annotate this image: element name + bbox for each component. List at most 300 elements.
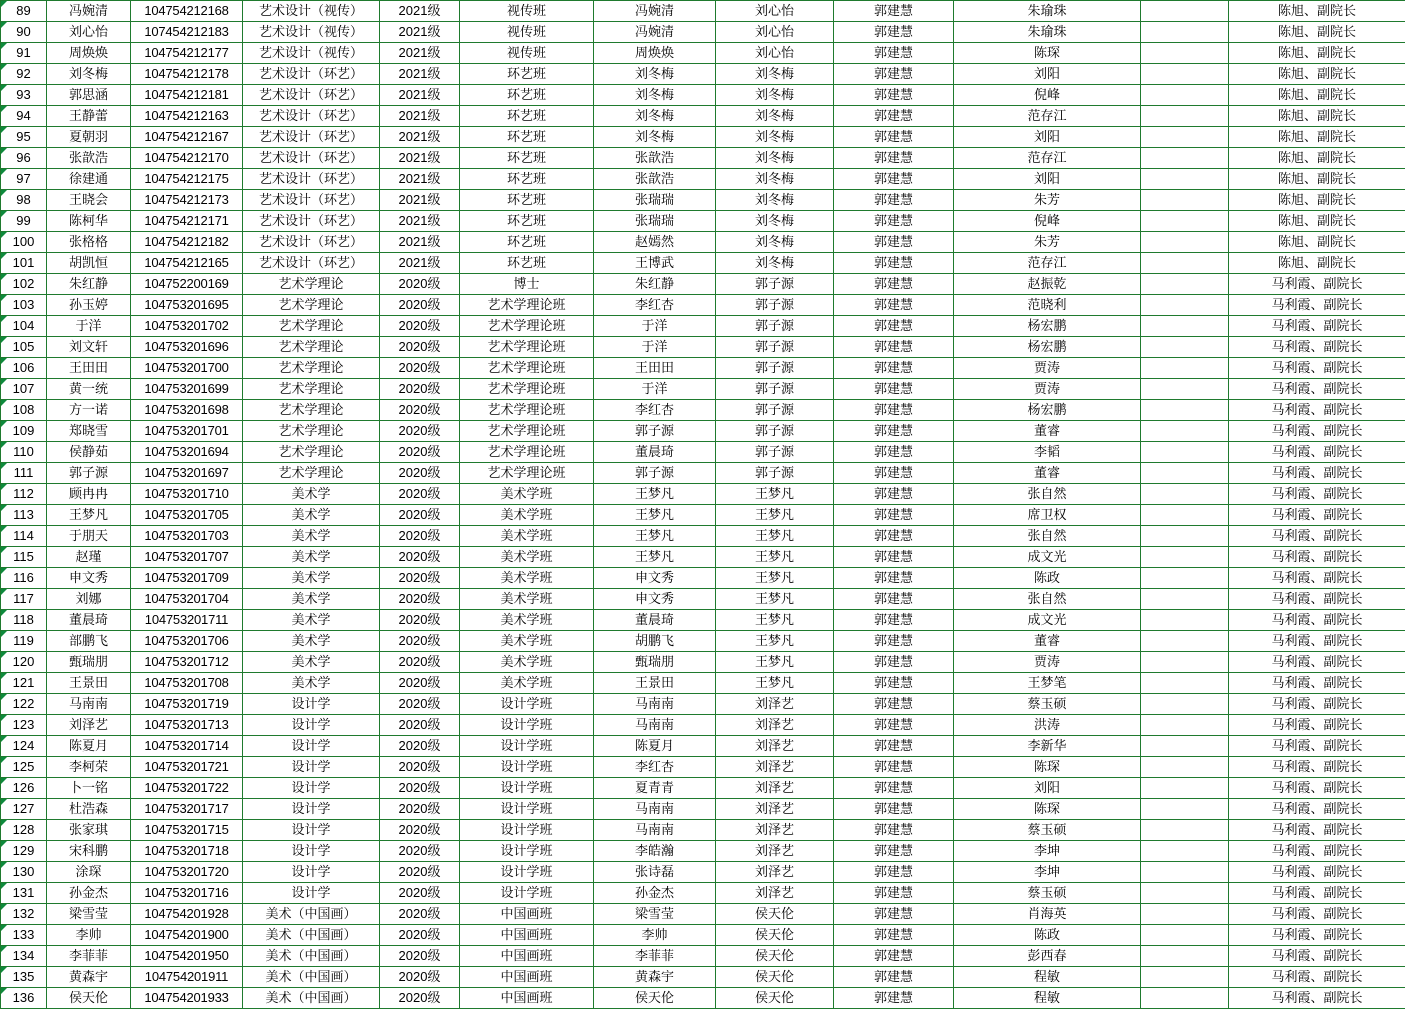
grade-cell[interactable]: 2020级 (380, 904, 460, 925)
class-cell[interactable]: 环艺班 (460, 127, 594, 148)
approver-cell[interactable]: 马利霞、副院长 (1229, 736, 1405, 757)
empty-cell[interactable] (1141, 778, 1229, 799)
grade-cell[interactable]: 2021级 (380, 85, 460, 106)
class-cell[interactable]: 美术学班 (460, 610, 594, 631)
class-teacher-cell[interactable]: 马南南 (594, 715, 716, 736)
reviewer-cell[interactable]: 郭建慧 (834, 841, 954, 862)
table-row[interactable] (1, 673, 1405, 694)
student-name-cell[interactable]: 王梦凡 (47, 505, 131, 526)
major-cell[interactable]: 美术学 (243, 610, 380, 631)
grade-cell[interactable]: 2020级 (380, 757, 460, 778)
class-cell[interactable]: 环艺班 (460, 211, 594, 232)
student-name-cell[interactable]: 徐建通 (47, 169, 131, 190)
reviewer-cell[interactable]: 郭建慧 (834, 22, 954, 43)
reviewer-cell[interactable]: 郭建慧 (834, 421, 954, 442)
student-number-cell[interactable]: 104753201713 (131, 715, 243, 736)
class-cell[interactable]: 艺术学理论班 (460, 295, 594, 316)
grade-cell[interactable]: 2021级 (380, 211, 460, 232)
grade-cell[interactable]: 2021级 (380, 169, 460, 190)
student-number-cell[interactable]: 104754201928 (131, 904, 243, 925)
counselor-cell[interactable]: 侯天伦 (716, 904, 834, 925)
major-cell[interactable]: 艺术设计（环艺） (243, 253, 380, 274)
grade-cell[interactable]: 2021级 (380, 106, 460, 127)
grade-cell[interactable]: 2020级 (380, 274, 460, 295)
row-index-cell[interactable]: 99 (1, 211, 47, 232)
approver-cell[interactable]: 马利霞、副院长 (1229, 610, 1405, 631)
grade-cell[interactable]: 2020级 (380, 736, 460, 757)
empty-cell[interactable] (1141, 190, 1229, 211)
grade-cell[interactable]: 2020级 (380, 400, 460, 421)
reviewer-cell[interactable]: 郭建慧 (834, 337, 954, 358)
approver-cell[interactable]: 马利霞、副院长 (1229, 904, 1405, 925)
table-row[interactable] (1, 316, 1405, 337)
signer-cell[interactable]: 倪峰 (954, 211, 1141, 232)
class-teacher-cell[interactable]: 郭子源 (594, 421, 716, 442)
row-index-cell[interactable]: 119 (1, 631, 47, 652)
major-cell[interactable]: 设计学 (243, 799, 380, 820)
class-cell[interactable]: 设计学班 (460, 841, 594, 862)
grade-cell[interactable]: 2020级 (380, 442, 460, 463)
reviewer-cell[interactable]: 郭建慧 (834, 694, 954, 715)
reviewer-cell[interactable]: 郭建慧 (834, 64, 954, 85)
approver-cell[interactable]: 马利霞、副院长 (1229, 820, 1405, 841)
approver-cell[interactable]: 马利霞、副院长 (1229, 337, 1405, 358)
counselor-cell[interactable]: 刘泽艺 (716, 883, 834, 904)
signer-cell[interactable]: 程敏 (954, 988, 1141, 1009)
approver-cell[interactable]: 马利霞、副院长 (1229, 652, 1405, 673)
student-number-cell[interactable]: 107454212183 (131, 22, 243, 43)
counselor-cell[interactable]: 郭子源 (716, 358, 834, 379)
class-cell[interactable]: 艺术学理论班 (460, 379, 594, 400)
major-cell[interactable]: 美术学 (243, 484, 380, 505)
student-number-cell[interactable]: 104753201710 (131, 484, 243, 505)
signer-cell[interactable]: 陈政 (954, 925, 1141, 946)
major-cell[interactable]: 艺术学理论 (243, 442, 380, 463)
signer-cell[interactable]: 陈琛 (954, 43, 1141, 64)
counselor-cell[interactable]: 刘冬梅 (716, 211, 834, 232)
table-row[interactable] (1, 211, 1405, 232)
student-name-cell[interactable]: 王晓会 (47, 190, 131, 211)
reviewer-cell[interactable]: 郭建慧 (834, 862, 954, 883)
student-number-cell[interactable]: 104753201718 (131, 841, 243, 862)
counselor-cell[interactable]: 刘泽艺 (716, 757, 834, 778)
grade-cell[interactable]: 2020级 (380, 421, 460, 442)
major-cell[interactable]: 艺术设计（环艺） (243, 211, 380, 232)
reviewer-cell[interactable]: 郭建慧 (834, 547, 954, 568)
class-teacher-cell[interactable]: 张瑞瑞 (594, 211, 716, 232)
reviewer-cell[interactable]: 郭建慧 (834, 883, 954, 904)
empty-cell[interactable] (1141, 988, 1229, 1009)
grade-cell[interactable]: 2020级 (380, 379, 460, 400)
table-row[interactable] (1, 715, 1405, 736)
class-teacher-cell[interactable]: 董晨琦 (594, 442, 716, 463)
class-teacher-cell[interactable]: 赵嫣然 (594, 232, 716, 253)
approver-cell[interactable]: 马利霞、副院长 (1229, 316, 1405, 337)
table-row[interactable] (1, 883, 1405, 904)
reviewer-cell[interactable]: 郭建慧 (834, 631, 954, 652)
grade-cell[interactable]: 2020级 (380, 358, 460, 379)
counselor-cell[interactable]: 王梦凡 (716, 547, 834, 568)
class-cell[interactable]: 设计学班 (460, 757, 594, 778)
approver-cell[interactable]: 马利霞、副院长 (1229, 883, 1405, 904)
reviewer-cell[interactable]: 郭建慧 (834, 820, 954, 841)
class-teacher-cell[interactable]: 张歆浩 (594, 148, 716, 169)
major-cell[interactable]: 艺术设计（视传） (243, 1, 380, 22)
grade-cell[interactable]: 2021级 (380, 148, 460, 169)
student-name-cell[interactable]: 陈柯华 (47, 211, 131, 232)
student-name-cell[interactable]: 甄瑞朋 (47, 652, 131, 673)
class-teacher-cell[interactable]: 于洋 (594, 337, 716, 358)
table-row[interactable] (1, 526, 1405, 547)
row-index-cell[interactable]: 110 (1, 442, 47, 463)
major-cell[interactable]: 美术（中国画） (243, 925, 380, 946)
reviewer-cell[interactable]: 郭建慧 (834, 526, 954, 547)
row-index-cell[interactable]: 131 (1, 883, 47, 904)
row-index-cell[interactable]: 107 (1, 379, 47, 400)
approver-cell[interactable]: 陈旭、副院长 (1229, 43, 1405, 64)
table-row[interactable] (1, 379, 1405, 400)
table-row[interactable] (1, 631, 1405, 652)
student-name-cell[interactable]: 侯天伦 (47, 988, 131, 1009)
approver-cell[interactable]: 马利霞、副院长 (1229, 967, 1405, 988)
reviewer-cell[interactable]: 郭建慧 (834, 925, 954, 946)
table-row[interactable] (1, 190, 1405, 211)
approver-cell[interactable]: 陈旭、副院长 (1229, 127, 1405, 148)
class-teacher-cell[interactable]: 马南南 (594, 820, 716, 841)
student-number-cell[interactable]: 104753201704 (131, 589, 243, 610)
reviewer-cell[interactable]: 郭建慧 (834, 610, 954, 631)
class-teacher-cell[interactable]: 张歆浩 (594, 169, 716, 190)
class-teacher-cell[interactable]: 王梦凡 (594, 526, 716, 547)
student-name-cell[interactable]: 顾冉冉 (47, 484, 131, 505)
counselor-cell[interactable]: 王梦凡 (716, 673, 834, 694)
student-number-cell[interactable]: 104753201699 (131, 379, 243, 400)
approver-cell[interactable]: 马利霞、副院长 (1229, 442, 1405, 463)
class-teacher-cell[interactable]: 刘冬梅 (594, 85, 716, 106)
student-number-cell[interactable]: 104753201706 (131, 631, 243, 652)
student-number-cell[interactable]: 104753201709 (131, 568, 243, 589)
signer-cell[interactable]: 贾涛 (954, 379, 1141, 400)
row-index-cell[interactable]: 128 (1, 820, 47, 841)
table-row[interactable] (1, 43, 1405, 64)
empty-cell[interactable] (1141, 484, 1229, 505)
major-cell[interactable]: 艺术设计（环艺） (243, 127, 380, 148)
class-cell[interactable]: 视传班 (460, 1, 594, 22)
approver-cell[interactable]: 陈旭、副院长 (1229, 64, 1405, 85)
class-cell[interactable]: 中国画班 (460, 946, 594, 967)
class-teacher-cell[interactable]: 申文秀 (594, 589, 716, 610)
student-number-cell[interactable]: 104753201698 (131, 400, 243, 421)
major-cell[interactable]: 艺术设计（环艺） (243, 106, 380, 127)
empty-cell[interactable] (1141, 946, 1229, 967)
approver-cell[interactable]: 马利霞、副院长 (1229, 631, 1405, 652)
counselor-cell[interactable]: 刘心怡 (716, 43, 834, 64)
reviewer-cell[interactable]: 郭建慧 (834, 505, 954, 526)
student-name-cell[interactable]: 侯静茹 (47, 442, 131, 463)
class-cell[interactable]: 环艺班 (460, 232, 594, 253)
empty-cell[interactable] (1141, 904, 1229, 925)
class-cell[interactable]: 艺术学理论班 (460, 421, 594, 442)
class-cell[interactable]: 艺术学理论班 (460, 316, 594, 337)
reviewer-cell[interactable]: 郭建慧 (834, 799, 954, 820)
grade-cell[interactable]: 2021级 (380, 232, 460, 253)
counselor-cell[interactable]: 刘冬梅 (716, 85, 834, 106)
counselor-cell[interactable]: 刘泽艺 (716, 799, 834, 820)
class-cell[interactable]: 美术学班 (460, 673, 594, 694)
counselor-cell[interactable]: 郭子源 (716, 463, 834, 484)
signer-cell[interactable]: 张自然 (954, 484, 1141, 505)
grade-cell[interactable]: 2020级 (380, 568, 460, 589)
major-cell[interactable]: 美术学 (243, 526, 380, 547)
empty-cell[interactable] (1141, 85, 1229, 106)
table-row[interactable] (1, 337, 1405, 358)
row-index-cell[interactable]: 94 (1, 106, 47, 127)
grade-cell[interactable]: 2021级 (380, 190, 460, 211)
row-index-cell[interactable]: 91 (1, 43, 47, 64)
grade-cell[interactable]: 2020级 (380, 925, 460, 946)
student-number-cell[interactable]: 104754201900 (131, 925, 243, 946)
class-teacher-cell[interactable]: 李红杏 (594, 295, 716, 316)
class-teacher-cell[interactable]: 董晨琦 (594, 610, 716, 631)
class-cell[interactable]: 环艺班 (460, 253, 594, 274)
class-cell[interactable]: 环艺班 (460, 190, 594, 211)
empty-cell[interactable] (1141, 337, 1229, 358)
student-name-cell[interactable]: 郭子源 (47, 463, 131, 484)
student-name-cell[interactable]: 黄一统 (47, 379, 131, 400)
approver-cell[interactable]: 马利霞、副院长 (1229, 988, 1405, 1009)
student-name-cell[interactable]: 方一诺 (47, 400, 131, 421)
major-cell[interactable]: 艺术学理论 (243, 274, 380, 295)
reviewer-cell[interactable]: 郭建慧 (834, 232, 954, 253)
student-name-cell[interactable]: 陈夏月 (47, 736, 131, 757)
student-number-cell[interactable]: 104754201950 (131, 946, 243, 967)
signer-cell[interactable]: 董睿 (954, 463, 1141, 484)
row-index-cell[interactable]: 106 (1, 358, 47, 379)
reviewer-cell[interactable]: 郭建慧 (834, 673, 954, 694)
signer-cell[interactable]: 陈琛 (954, 799, 1141, 820)
empty-cell[interactable] (1141, 274, 1229, 295)
student-name-cell[interactable]: 孙金杰 (47, 883, 131, 904)
row-index-cell[interactable]: 134 (1, 946, 47, 967)
student-number-cell[interactable]: 104753201694 (131, 442, 243, 463)
counselor-cell[interactable]: 王梦凡 (716, 589, 834, 610)
signer-cell[interactable]: 洪涛 (954, 715, 1141, 736)
row-index-cell[interactable]: 115 (1, 547, 47, 568)
row-index-cell[interactable]: 103 (1, 295, 47, 316)
approver-cell[interactable]: 陈旭、副院长 (1229, 85, 1405, 106)
reviewer-cell[interactable]: 郭建慧 (834, 484, 954, 505)
class-cell[interactable]: 设计学班 (460, 715, 594, 736)
signer-cell[interactable]: 李坤 (954, 841, 1141, 862)
student-number-cell[interactable]: 104753201695 (131, 295, 243, 316)
signer-cell[interactable]: 李新华 (954, 736, 1141, 757)
grade-cell[interactable]: 2020级 (380, 862, 460, 883)
class-cell[interactable]: 美术学班 (460, 568, 594, 589)
signer-cell[interactable]: 朱芳 (954, 232, 1141, 253)
student-name-cell[interactable]: 胡凯恒 (47, 253, 131, 274)
table-row[interactable] (1, 694, 1405, 715)
grade-cell[interactable]: 2020级 (380, 652, 460, 673)
row-index-cell[interactable]: 90 (1, 22, 47, 43)
class-teacher-cell[interactable]: 马南南 (594, 694, 716, 715)
class-cell[interactable]: 艺术学理论班 (460, 400, 594, 421)
reviewer-cell[interactable]: 郭建慧 (834, 589, 954, 610)
major-cell[interactable]: 设计学 (243, 757, 380, 778)
counselor-cell[interactable]: 刘冬梅 (716, 232, 834, 253)
counselor-cell[interactable]: 刘泽艺 (716, 778, 834, 799)
signer-cell[interactable]: 王梦笔 (954, 673, 1141, 694)
counselor-cell[interactable]: 刘冬梅 (716, 64, 834, 85)
class-cell[interactable]: 设计学班 (460, 862, 594, 883)
row-index-cell[interactable]: 126 (1, 778, 47, 799)
class-teacher-cell[interactable]: 李帅 (594, 925, 716, 946)
reviewer-cell[interactable]: 郭建慧 (834, 904, 954, 925)
table-row[interactable] (1, 274, 1405, 295)
class-teacher-cell[interactable]: 马南南 (594, 799, 716, 820)
approver-cell[interactable]: 马利霞、副院长 (1229, 841, 1405, 862)
table-row[interactable] (1, 1, 1405, 22)
signer-cell[interactable]: 彭西春 (954, 946, 1141, 967)
reviewer-cell[interactable]: 郭建慧 (834, 652, 954, 673)
table-row[interactable] (1, 589, 1405, 610)
empty-cell[interactable] (1141, 967, 1229, 988)
major-cell[interactable]: 美术学 (243, 568, 380, 589)
major-cell[interactable]: 美术学 (243, 589, 380, 610)
student-name-cell[interactable]: 刘泽艺 (47, 715, 131, 736)
signer-cell[interactable]: 成文光 (954, 610, 1141, 631)
student-name-cell[interactable]: 郑晓雪 (47, 421, 131, 442)
empty-cell[interactable] (1141, 211, 1229, 232)
signer-cell[interactable]: 倪峰 (954, 85, 1141, 106)
signer-cell[interactable]: 杨宏鹏 (954, 400, 1141, 421)
major-cell[interactable]: 艺术学理论 (243, 337, 380, 358)
class-cell[interactable]: 设计学班 (460, 694, 594, 715)
student-number-cell[interactable]: 104753201715 (131, 820, 243, 841)
counselor-cell[interactable]: 郭子源 (716, 274, 834, 295)
student-name-cell[interactable]: 孙玉婷 (47, 295, 131, 316)
approver-cell[interactable]: 马利霞、副院长 (1229, 862, 1405, 883)
class-teacher-cell[interactable]: 郭子源 (594, 463, 716, 484)
class-teacher-cell[interactable]: 申文秀 (594, 568, 716, 589)
counselor-cell[interactable]: 王梦凡 (716, 631, 834, 652)
empty-cell[interactable] (1141, 757, 1229, 778)
class-cell[interactable]: 设计学班 (460, 736, 594, 757)
class-teacher-cell[interactable]: 王梦凡 (594, 484, 716, 505)
major-cell[interactable]: 设计学 (243, 778, 380, 799)
student-number-cell[interactable]: 104754212171 (131, 211, 243, 232)
table-row[interactable] (1, 421, 1405, 442)
empty-cell[interactable] (1141, 505, 1229, 526)
student-number-cell[interactable]: 104754212168 (131, 1, 243, 22)
major-cell[interactable]: 艺术学理论 (243, 421, 380, 442)
empty-cell[interactable] (1141, 610, 1229, 631)
signer-cell[interactable]: 蔡玉硕 (954, 694, 1141, 715)
counselor-cell[interactable]: 郭子源 (716, 316, 834, 337)
major-cell[interactable]: 设计学 (243, 715, 380, 736)
student-name-cell[interactable]: 于洋 (47, 316, 131, 337)
approver-cell[interactable]: 马利霞、副院长 (1229, 358, 1405, 379)
student-number-cell[interactable]: 104754212170 (131, 148, 243, 169)
student-number-cell[interactable]: 104754212181 (131, 85, 243, 106)
counselor-cell[interactable]: 郭子源 (716, 295, 834, 316)
empty-cell[interactable] (1141, 253, 1229, 274)
table-row[interactable] (1, 568, 1405, 589)
table-row[interactable] (1, 400, 1405, 421)
approver-cell[interactable]: 马利霞、副院长 (1229, 421, 1405, 442)
signer-cell[interactable]: 董睿 (954, 631, 1141, 652)
student-number-cell[interactable]: 104753201708 (131, 673, 243, 694)
student-number-cell[interactable]: 104753201720 (131, 862, 243, 883)
approver-cell[interactable]: 马利霞、副院长 (1229, 589, 1405, 610)
row-index-cell[interactable]: 118 (1, 610, 47, 631)
class-teacher-cell[interactable]: 王田田 (594, 358, 716, 379)
grade-cell[interactable]: 2020级 (380, 820, 460, 841)
approver-cell[interactable]: 马利霞、副院长 (1229, 274, 1405, 295)
reviewer-cell[interactable]: 郭建慧 (834, 988, 954, 1009)
table-row[interactable] (1, 169, 1405, 190)
grade-cell[interactable]: 2020级 (380, 799, 460, 820)
empty-cell[interactable] (1141, 148, 1229, 169)
signer-cell[interactable]: 程敏 (954, 967, 1141, 988)
student-number-cell[interactable]: 104754212167 (131, 127, 243, 148)
counselor-cell[interactable]: 王梦凡 (716, 484, 834, 505)
reviewer-cell[interactable]: 郭建慧 (834, 967, 954, 988)
student-name-cell[interactable]: 涂琛 (47, 862, 131, 883)
student-name-cell[interactable]: 卜一铭 (47, 778, 131, 799)
student-name-cell[interactable]: 王田田 (47, 358, 131, 379)
approver-cell[interactable]: 马利霞、副院长 (1229, 547, 1405, 568)
reviewer-cell[interactable]: 郭建慧 (834, 106, 954, 127)
grade-cell[interactable]: 2020级 (380, 526, 460, 547)
table-row[interactable] (1, 610, 1405, 631)
grade-cell[interactable]: 2020级 (380, 463, 460, 484)
student-name-cell[interactable]: 李帅 (47, 925, 131, 946)
major-cell[interactable]: 设计学 (243, 883, 380, 904)
row-index-cell[interactable]: 116 (1, 568, 47, 589)
table-row[interactable] (1, 127, 1405, 148)
class-teacher-cell[interactable]: 李红杏 (594, 757, 716, 778)
approver-cell[interactable]: 陈旭、副院长 (1229, 232, 1405, 253)
counselor-cell[interactable]: 郭子源 (716, 337, 834, 358)
empty-cell[interactable] (1141, 862, 1229, 883)
grade-cell[interactable]: 2021级 (380, 43, 460, 64)
counselor-cell[interactable]: 刘泽艺 (716, 715, 834, 736)
signer-cell[interactable]: 贾涛 (954, 652, 1141, 673)
student-name-cell[interactable]: 黄森宇 (47, 967, 131, 988)
grade-cell[interactable]: 2021级 (380, 127, 460, 148)
signer-cell[interactable]: 张自然 (954, 526, 1141, 547)
approver-cell[interactable]: 马利霞、副院长 (1229, 568, 1405, 589)
class-cell[interactable]: 美术学班 (460, 631, 594, 652)
class-teacher-cell[interactable]: 张瑞瑞 (594, 190, 716, 211)
class-teacher-cell[interactable]: 王梦凡 (594, 505, 716, 526)
table-row[interactable] (1, 925, 1405, 946)
counselor-cell[interactable]: 刘冬梅 (716, 169, 834, 190)
approver-cell[interactable]: 马利霞、副院长 (1229, 673, 1405, 694)
counselor-cell[interactable]: 侯天伦 (716, 946, 834, 967)
class-cell[interactable]: 美术学班 (460, 589, 594, 610)
class-teacher-cell[interactable]: 于洋 (594, 316, 716, 337)
grade-cell[interactable]: 2020级 (380, 883, 460, 904)
student-number-cell[interactable]: 104753201719 (131, 694, 243, 715)
reviewer-cell[interactable]: 郭建慧 (834, 736, 954, 757)
major-cell[interactable]: 美术学 (243, 547, 380, 568)
grade-cell[interactable]: 2020级 (380, 694, 460, 715)
grade-cell[interactable]: 2020级 (380, 610, 460, 631)
class-teacher-cell[interactable]: 王梦凡 (594, 547, 716, 568)
grade-cell[interactable]: 2020级 (380, 841, 460, 862)
class-cell[interactable]: 设计学班 (460, 799, 594, 820)
